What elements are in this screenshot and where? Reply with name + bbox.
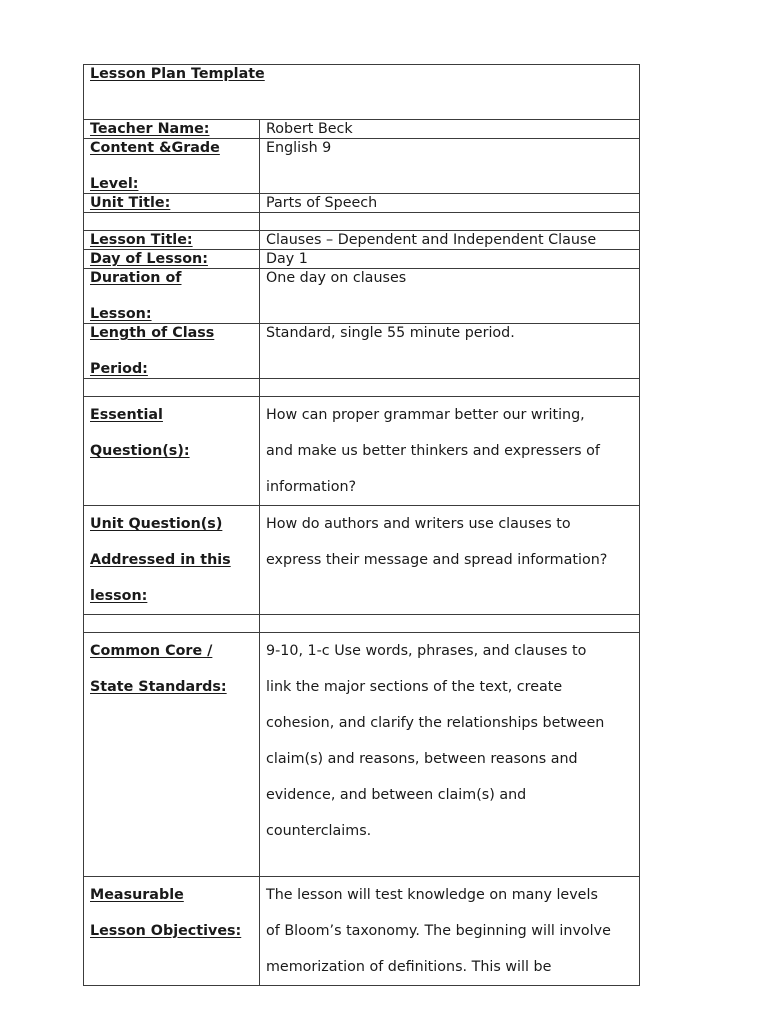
lesson-plan-table	[83, 64, 640, 986]
row-value-cell	[260, 120, 640, 139]
table-row	[84, 877, 640, 986]
lesson-title-label: Lesson Title:	[90, 232, 193, 248]
row-value-cell	[260, 397, 640, 506]
table-row	[84, 194, 640, 213]
table-row	[84, 269, 640, 324]
teacher-name-label: Teacher Name:	[90, 121, 210, 137]
table-row	[84, 397, 640, 506]
row-label-cell	[84, 231, 260, 250]
row-label-cell	[84, 506, 260, 615]
row-label-cell	[84, 120, 260, 139]
day-of-lesson-value: Day 1	[266, 251, 308, 267]
table-row	[84, 506, 640, 615]
row-label-cell	[84, 269, 260, 324]
objectives-label: Measurable Lesson Objectives:	[90, 887, 242, 939]
class-length-label: Length of Class Period:	[90, 325, 215, 377]
table-row	[84, 139, 640, 194]
unit-question-value: How do authors and writers use clauses to express their message and spread information?	[266, 516, 608, 568]
lesson-title-value: Clauses – Dependent and Independent Clause	[266, 232, 597, 248]
row-value-cell	[260, 379, 640, 397]
essential-question-label: Essential Question(s):	[90, 407, 190, 459]
teacher-name-value: Robert Beck	[266, 121, 353, 137]
table-row	[84, 120, 640, 139]
unit-title-label: Unit Title:	[90, 195, 171, 211]
content-grade-label: Content &Grade Level:	[90, 140, 220, 192]
table-row	[84, 324, 640, 379]
unit-title-value: Parts of Speech	[266, 195, 378, 211]
title-cell	[84, 65, 640, 120]
standards-label: Common Core / State Standards:	[90, 643, 227, 695]
table-row	[84, 231, 640, 250]
unit-question-label: Unit Question(s) Addressed in this lesson:	[90, 516, 231, 604]
title-row	[84, 65, 640, 120]
empty-row	[84, 379, 640, 397]
row-value-cell	[260, 250, 640, 269]
standards-value: 9-10, 1-c Use words, phrases, and clauses to link the major sections of the text, create cohesion, and clarify the relationships between claim(s) and reasons, between reasons and evidence, and between claim(s) and counterclaims.	[266, 643, 605, 839]
empty-row	[84, 615, 640, 633]
row-label-cell	[84, 397, 260, 506]
row-label-cell	[84, 379, 260, 397]
row-label-cell	[84, 194, 260, 213]
row-value-cell	[260, 269, 640, 324]
class-length-value: Standard, single 55 minute period.	[266, 325, 515, 341]
row-label-cell	[84, 877, 260, 986]
row-value-cell	[260, 633, 640, 877]
empty-row	[84, 213, 640, 231]
row-label-cell	[84, 615, 260, 633]
table-row	[84, 633, 640, 877]
row-value-cell	[260, 877, 640, 986]
row-label-cell	[84, 324, 260, 379]
row-value-cell	[260, 213, 640, 231]
duration-label: Duration of Lesson:	[90, 270, 182, 322]
document-title: Lesson Plan Template	[90, 66, 265, 82]
row-label-cell	[84, 213, 260, 231]
day-of-lesson-label: Day of Lesson:	[90, 251, 208, 267]
row-label-cell	[84, 250, 260, 269]
essential-question-value: How can proper grammar better our writing, and make us better thinkers and expressers of information?	[266, 407, 600, 495]
row-label-cell	[84, 633, 260, 877]
row-value-cell	[260, 324, 640, 379]
content-grade-value: English 9	[266, 140, 332, 156]
row-label-cell	[84, 139, 260, 194]
table-row	[84, 250, 640, 269]
duration-value: One day on clauses	[266, 270, 407, 286]
row-value-cell	[260, 139, 640, 194]
row-value-cell	[260, 506, 640, 615]
row-value-cell	[260, 615, 640, 633]
row-value-cell	[260, 194, 640, 213]
objectives-value: The lesson will test knowledge on many levels of Bloom’s taxonomy. The beginning will involve memorization of definitions. This will be	[266, 887, 611, 975]
row-value-cell	[260, 231, 640, 250]
